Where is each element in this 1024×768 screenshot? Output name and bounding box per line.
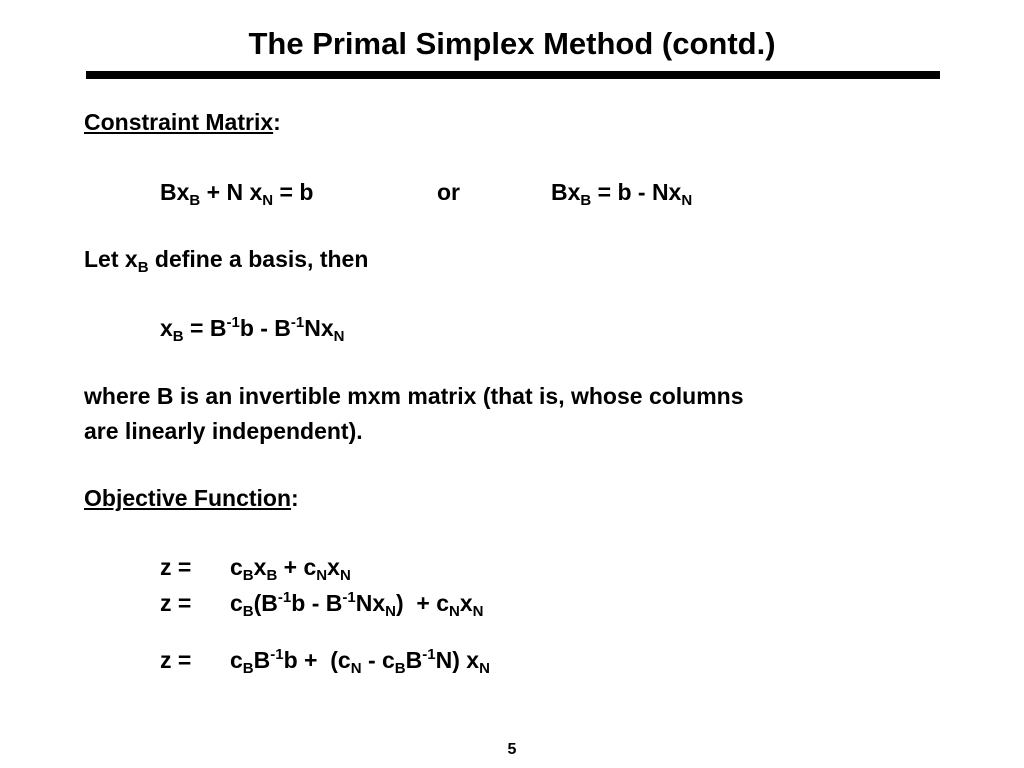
eq-subscript: N bbox=[449, 603, 460, 620]
constraint-heading-row bbox=[84, 107, 281, 137]
objective-z2-rhs bbox=[230, 588, 484, 618]
eq-text: Bx bbox=[551, 179, 581, 205]
eq-subscript: N bbox=[385, 603, 396, 620]
eq-subscript: N bbox=[262, 192, 274, 209]
eq-text: c bbox=[230, 647, 243, 673]
objective-z1-lhs: z = bbox=[160, 554, 192, 580]
eq-text: = B bbox=[183, 315, 227, 341]
title-divider bbox=[86, 71, 940, 79]
eq-subscript: B bbox=[172, 328, 184, 345]
eq-text: (B bbox=[253, 590, 278, 616]
eq-subscript: N bbox=[472, 603, 484, 620]
eq-text: Nx bbox=[355, 590, 386, 616]
eq-subscript: B bbox=[189, 192, 201, 209]
eq-text: c bbox=[230, 590, 243, 616]
objective-heading: Objective Function bbox=[84, 485, 292, 511]
objective-heading-row bbox=[84, 483, 299, 513]
eq-subscript: B bbox=[242, 567, 254, 584]
eq-subscript: N bbox=[479, 660, 490, 677]
constraint-heading: Constraint Matrix bbox=[84, 109, 274, 135]
eq-text: = b - Nx bbox=[591, 179, 682, 205]
eq-text: = b bbox=[273, 179, 314, 205]
eq-text: define a basis, then bbox=[148, 246, 369, 272]
eq-subscript: N bbox=[333, 328, 345, 345]
eq-superscript: -1 bbox=[277, 589, 292, 606]
eq-text: - c bbox=[361, 647, 395, 673]
eq-superscript: -1 bbox=[342, 589, 356, 606]
objective-z3-lhs: z = bbox=[160, 647, 192, 673]
eq-text: x bbox=[459, 590, 473, 616]
eq-superscript: -1 bbox=[270, 646, 284, 663]
eq-text: N) x bbox=[435, 647, 480, 673]
objective-z3-rhs bbox=[230, 645, 490, 675]
objective-z1-rhs bbox=[230, 552, 351, 582]
where-line-1: where B is an invertible mxm matrix (that is, whose columns bbox=[84, 383, 744, 409]
eq-subscript: N bbox=[681, 192, 693, 209]
basis-statement bbox=[84, 244, 368, 274]
objective-z2-lhs: z = bbox=[160, 590, 192, 616]
constraint-equation-right bbox=[551, 177, 692, 207]
eq-text: Nx bbox=[304, 315, 334, 341]
objective-heading-colon: : bbox=[291, 485, 299, 511]
eq-text: x bbox=[160, 315, 173, 341]
eq-subscript: N bbox=[316, 567, 328, 584]
eq-superscript: -1 bbox=[422, 646, 436, 663]
eq-superscript: -1 bbox=[226, 314, 240, 331]
eq-subscript: B bbox=[580, 192, 592, 209]
eq-text: ) + c bbox=[395, 590, 450, 616]
eq-superscript: -1 bbox=[290, 314, 305, 331]
constraint-heading-colon: : bbox=[273, 109, 281, 135]
basis-equation bbox=[160, 313, 345, 343]
eq-subscript: B bbox=[266, 567, 278, 584]
eq-subscript: N bbox=[350, 660, 362, 677]
eq-text: b + (c bbox=[283, 647, 351, 673]
page-number: 5 bbox=[507, 741, 517, 758]
eq-text: b - B bbox=[239, 315, 291, 341]
eq-subscript: B bbox=[242, 603, 254, 620]
constraint-equation-left bbox=[160, 177, 313, 207]
eq-text: Let x bbox=[84, 246, 138, 272]
eq-text: x bbox=[253, 554, 267, 580]
eq-text: + N x bbox=[200, 179, 263, 205]
eq-subscript: B bbox=[394, 660, 406, 677]
eq-subscript: B bbox=[242, 660, 254, 677]
eq-subscript: N bbox=[339, 567, 351, 584]
eq-subscript: B bbox=[137, 259, 149, 276]
where-line-2: are linearly independent). bbox=[84, 418, 363, 444]
eq-text: b - B bbox=[291, 590, 343, 616]
constraint-equation-or: or bbox=[437, 179, 460, 205]
eq-text: Bx bbox=[160, 179, 190, 205]
eq-text: + c bbox=[277, 554, 317, 580]
eq-text: B bbox=[405, 647, 423, 673]
eq-text: c bbox=[230, 554, 243, 580]
slide-title: The Primal Simplex Method (contd.) bbox=[248, 26, 776, 61]
eq-text: B bbox=[253, 647, 271, 673]
eq-text: x bbox=[327, 554, 340, 580]
